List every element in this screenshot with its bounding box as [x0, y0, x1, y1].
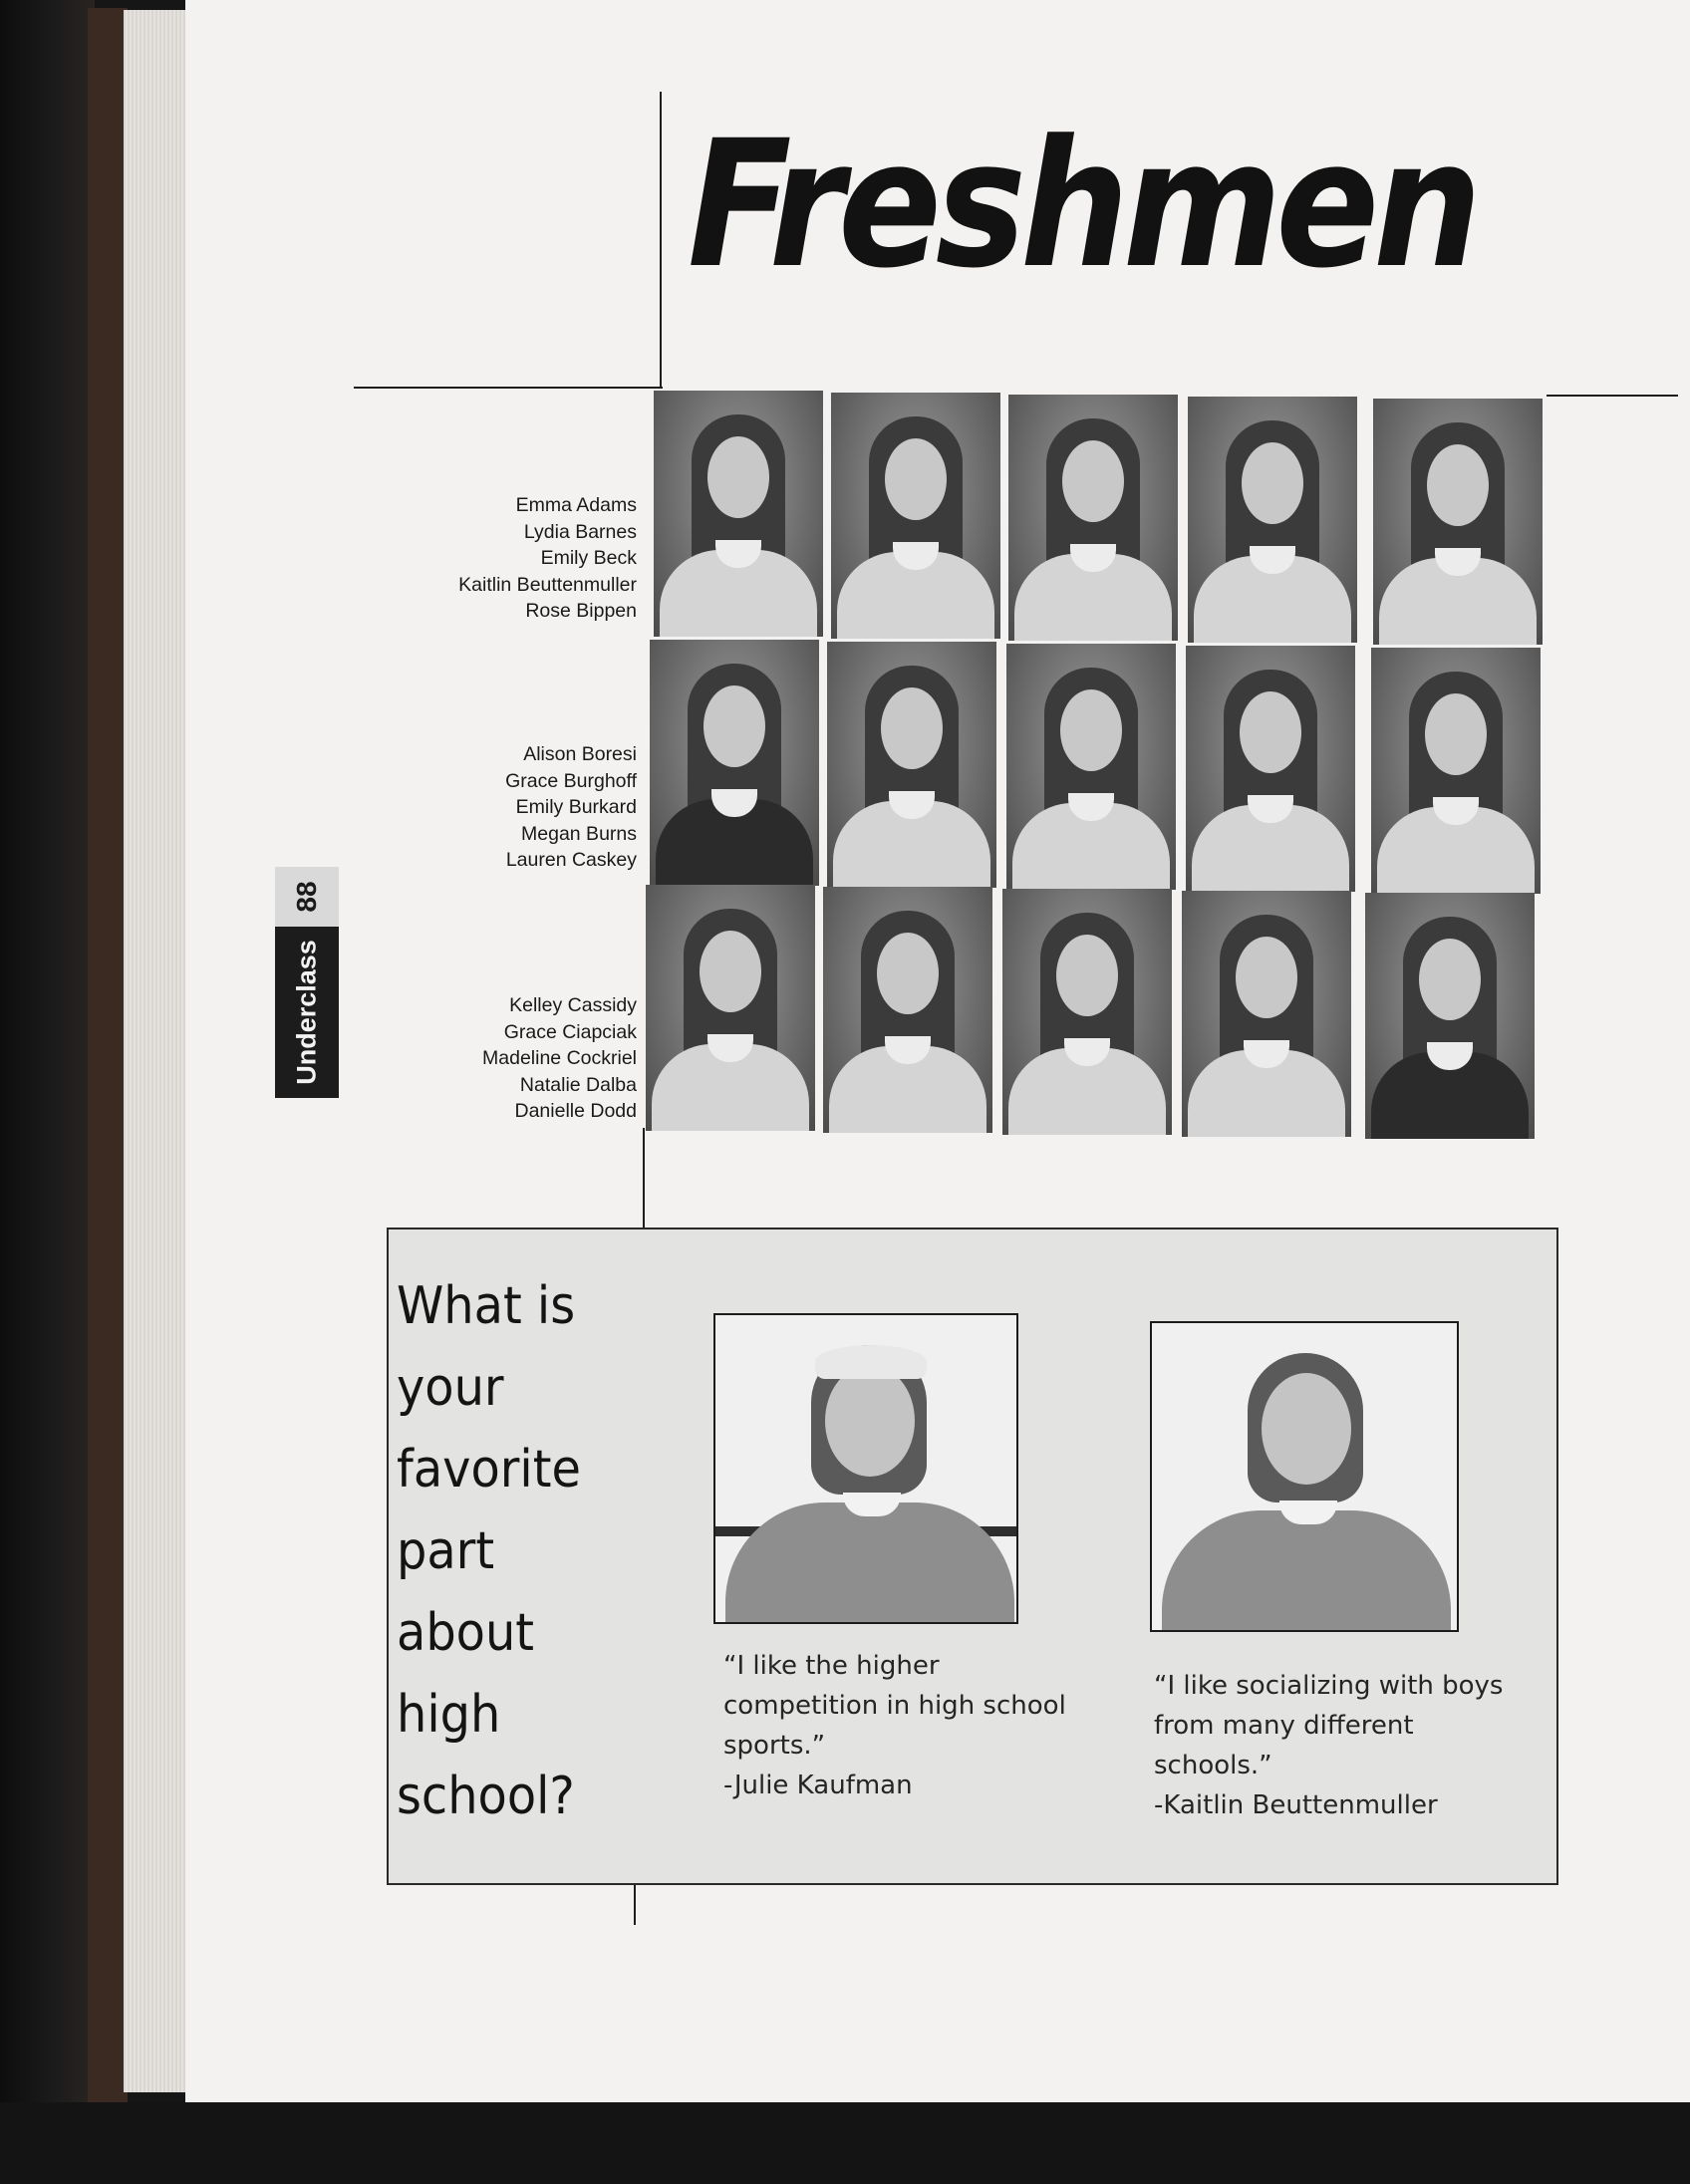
student-portrait	[646, 885, 815, 1131]
quote-1	[723, 1646, 1066, 1805]
student-name: Emma Adams	[515, 494, 637, 516]
title-vertical-rule	[660, 92, 662, 389]
student-name: Danielle Dodd	[514, 1100, 637, 1123]
page-edges	[124, 10, 186, 2092]
student-name: Grace Ciapciak	[503, 1020, 637, 1043]
header-right-rule	[1547, 395, 1678, 397]
student-portrait	[654, 391, 823, 637]
section-label: Underclass	[291, 940, 322, 1085]
section-tab	[275, 867, 339, 1098]
quote-2	[1154, 1666, 1503, 1825]
question-line: favorite	[397, 1440, 581, 1500]
quote-line: competition in high school	[723, 1691, 1066, 1721]
row-3-names	[482, 992, 637, 1125]
section-tab-dark	[275, 927, 339, 1098]
page-number: 88	[291, 881, 322, 913]
student-name: Kelley Cassidy	[509, 994, 637, 1016]
student-portrait	[1182, 891, 1351, 1137]
row-2-names	[505, 741, 637, 874]
student-name: Grace Burghoff	[505, 769, 637, 792]
quote-line: “I like the higher	[723, 1651, 940, 1681]
question-line: part	[397, 1521, 495, 1581]
student-portrait	[1188, 397, 1357, 643]
student-portrait	[1365, 893, 1535, 1139]
student-name: Emily Beck	[540, 547, 637, 570]
julie-kaufman-photo	[713, 1313, 1018, 1624]
student-portrait	[823, 887, 992, 1133]
student-portrait	[827, 642, 996, 888]
quote-author: -Kaitlin Beuttenmuller	[1154, 1790, 1438, 1820]
quote-line: sports.”	[723, 1731, 826, 1761]
student-portrait	[1008, 395, 1178, 641]
student-name: Emily Burkard	[515, 796, 637, 819]
student-name: Rose Bippen	[525, 600, 637, 623]
row-1-names	[458, 492, 637, 625]
quote-line: from many different	[1154, 1711, 1414, 1741]
student-name: Natalie Dalba	[519, 1073, 637, 1096]
grid-vertical-rule	[643, 1128, 645, 1228]
quote-author: -Julie Kaufman	[723, 1771, 913, 1800]
question-line: high	[397, 1685, 501, 1745]
feature-question	[397, 1265, 626, 1837]
student-name: Kaitlin Beuttenmuller	[458, 573, 637, 596]
student-portrait	[1373, 399, 1543, 645]
book-spine	[0, 0, 95, 2184]
question-line: What is	[397, 1276, 576, 1336]
question-line: about	[397, 1603, 535, 1663]
kaitlin-beuttenmuller-photo	[1150, 1321, 1459, 1632]
student-name: Lauren Caskey	[505, 849, 637, 872]
student-portrait	[1186, 646, 1355, 892]
page-title: Freshmen	[688, 103, 1476, 307]
student-name: Madeline Cockriel	[482, 1047, 637, 1070]
student-name: Megan Burns	[521, 822, 637, 845]
question-line: school?	[397, 1767, 575, 1826]
quote-line: “I like socializing with boys	[1154, 1671, 1504, 1701]
header-horizontal-rule	[354, 387, 663, 389]
student-portrait	[1006, 644, 1176, 890]
student-portrait	[1002, 889, 1172, 1135]
student-portrait	[1371, 648, 1541, 894]
scan-background	[0, 2102, 1690, 2184]
student-name: Alison Boresi	[523, 743, 637, 765]
student-name: Lydia Barnes	[523, 520, 637, 543]
student-portrait	[650, 640, 819, 886]
student-portrait	[831, 393, 1000, 639]
book-cover-edge	[88, 8, 128, 2110]
quote-line: schools.”	[1154, 1751, 1272, 1780]
question-line: your	[397, 1358, 504, 1418]
